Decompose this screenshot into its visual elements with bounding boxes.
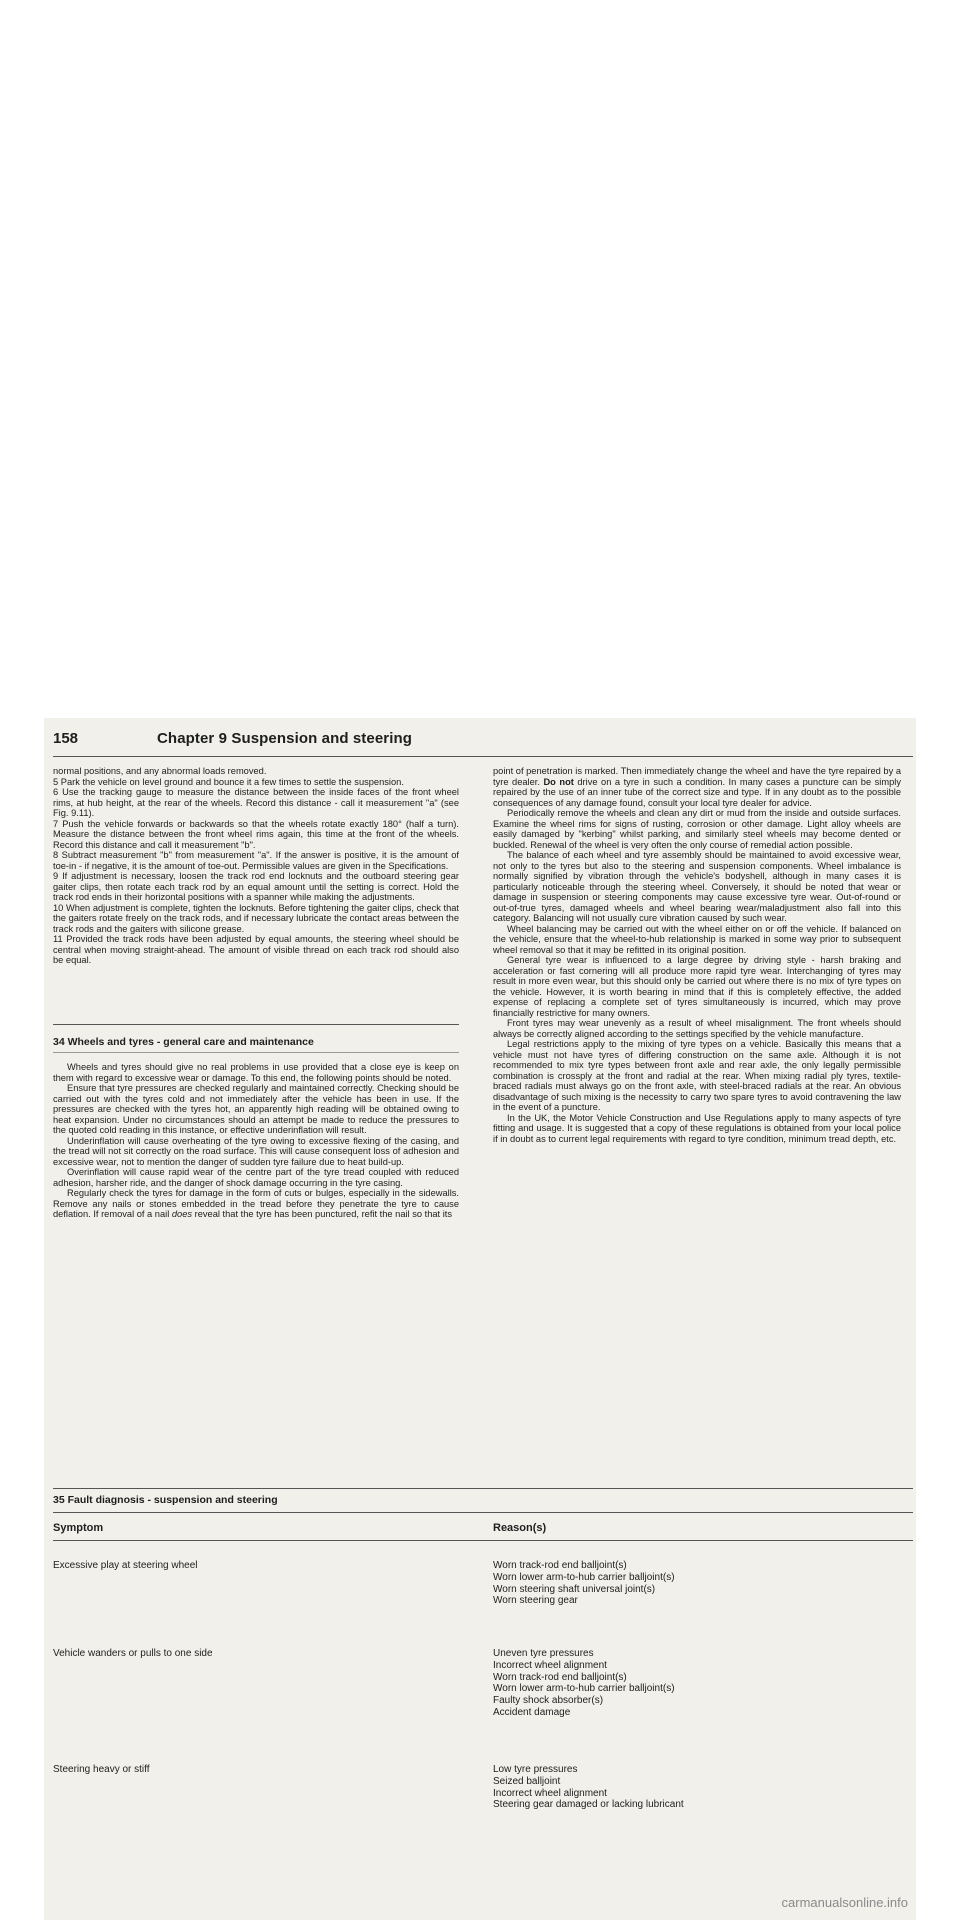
reason-item: Low tyre pressures bbox=[493, 1764, 578, 1775]
paragraph: 11 Provided the track rods have been adjusted by equal amounts, the steering wheel should be central when moving straight-ahead. The amount of visible thread on each track rod should also be equal. bbox=[53, 934, 459, 965]
table-row-symptom: Excessive play at steering wheel bbox=[53, 1560, 198, 1571]
reason-item: Worn steering shaft universal joint(s) bbox=[493, 1583, 656, 1595]
paragraph: Underinflation will cause overheating of the tyre owing to excessive flexing of the casing, and the tread will not sit correctly on the road surface. This will cause consequent loss of adhesion and excessive wear, not to mention the danger of sudden tyre failure due to heat build-up. bbox=[53, 1135, 459, 1167]
paragraph: Wheels and tyres should give no real problems in use provided that a close eye is keep on them with regard to excessive wear or damage. To this end, the following points should be noted. bbox=[53, 1062, 459, 1083]
table-row-reasons bbox=[493, 1648, 675, 1719]
reason-item: Incorrect wheel alignment bbox=[493, 1787, 607, 1799]
reason-item: Steering gear damaged or lacking lubricant bbox=[493, 1799, 684, 1811]
reason-column-header: Reason(s) bbox=[493, 1522, 547, 1534]
paragraph: 10 When adjustment is complete, tighten the locknuts. Before tightening the gaiter clips, check that the gaiters rotate freely on the track rods, and if necessary lubricate the contact areas between the track rods and the gaiters with silicone grease. bbox=[53, 902, 459, 934]
paragraph: 8 Subtract measurement "b" from measurement "a". If the answer is positive, it is the amount of toe-in - if negative, it is the amount of toe-out. Permissible values are given in the Specifications. bbox=[53, 850, 459, 871]
paragraph: Ensure that tyre pressures are checked regularly and maintained correctly. Checking should be carried out with the tyres cold and not immediately after the vehicle has been in use. If the pressures are checked with the tyres hot, an apparently high reading will be obtained owing to heat expansion. Under no circumstances should an attempt be made to reduce the pressures to the quoted cold reading in this instance, or effective underinflation will result. bbox=[53, 1083, 459, 1135]
paragraph: normal positions, and any abnormal loads removed. bbox=[53, 766, 267, 776]
section-rule bbox=[53, 1052, 459, 1053]
reason-item: Worn track-rod end balljoint(s) bbox=[493, 1560, 627, 1571]
paragraph: The balance of each wheel and tyre assembly should be maintained to avoid excessive wear, not only to the tyres but also to the steering and suspension components. Wheel imbalance is normally signified by vibration through the vehicle's bodyshell, although in many cases it is particularly noticeable through the steering wheel. Conversely, it should be noted that wear or damage in suspension or steering components may cause excessive tyre wear. Out-of-round or out-of-true tyres, damaged wheels and wheel bearing wear/maladjustment also fall into this category. Balancing will not usually cure vibration caused by such wear. bbox=[493, 850, 901, 923]
emphasis-do-not: Do not bbox=[543, 776, 574, 787]
table-row-symptom: Vehicle wanders or pulls to one side bbox=[53, 1648, 213, 1659]
reason-item: Seized balljoint bbox=[493, 1775, 561, 1787]
paragraph: General tyre wear is influenced to a large degree by driving style - harsh braking and acceleration or fast cornering will all produce more rapid tyre wear. Interchanging of tyres may result in more even wear, but this should only be carried out where there is no mix of tyre types on the vehicle. However, it is worth bearing in mind that if this is completely effective, the added expense of replacing a complete set of tyres simultaneously is incurred, which may prove financially restrictive for many owners. bbox=[493, 955, 901, 1018]
section-rule bbox=[53, 1488, 913, 1489]
section-35-title: 35 Fault diagnosis - suspension and steering bbox=[53, 1494, 278, 1506]
table-header-rule bbox=[53, 1540, 913, 1541]
section-rule bbox=[53, 1512, 913, 1513]
paragraph: Periodically remove the wheels and clean any dirt or mud from the inside and outside surfaces. Examine the wheel rims for signs of rusting, corrosion or other damage. Light alloy wheels are easily damaged by "kerbing" whilst parking, and similarly steel wheels may become dented or buckled. Renewal of the wheel is very often the only course of remedial action possible. bbox=[493, 808, 901, 850]
reason-item: Worn lower arm-to-hub carrier balljoint(s) bbox=[493, 1571, 675, 1583]
paragraph: 9 If adjustment is necessary, loosen the track rod end locknuts and the outboard steering gear gaiter clips, then rotate each track rod by an equal amount until the setting is correct. Hold the track rod ends in their horizontal positions with a spanner while making the adjustments. bbox=[53, 871, 459, 902]
paragraph: 5 Park the vehicle on level ground and bounce it a few times to settle the suspension. bbox=[53, 776, 404, 787]
reason-item: Worn lower arm-to-hub carrier balljoint(s) bbox=[493, 1683, 675, 1695]
reason-item: Worn steering gear bbox=[493, 1595, 578, 1607]
chapter-title: Chapter 9 Suspension and steering bbox=[157, 730, 413, 747]
table-row-reasons bbox=[493, 1764, 684, 1811]
symptom-column-header: Symptom bbox=[53, 1522, 104, 1534]
section-rule bbox=[53, 1024, 459, 1025]
page-number: 158 bbox=[53, 730, 79, 747]
section-34-body bbox=[53, 1062, 459, 1220]
emphasis-does: does bbox=[171, 1209, 193, 1219]
reason-item: Worn track-rod end balljoint(s) bbox=[493, 1671, 627, 1683]
paragraph: Wheel balancing may be carried out with the wheel either on or off the vehicle. If balanced on the vehicle, ensure that the wheel-to-hub relationship is marked in some way prior to subsequent wheel removal so that it may be refitted in its original position. bbox=[493, 923, 901, 955]
paragraph: Front tyres may wear unevenly as a result of wheel misalignment. The front wheels should always be correctly aligned according to the settings specified by the vehicle manufacture. bbox=[493, 1018, 901, 1039]
header-rule bbox=[53, 756, 913, 757]
reason-item: Accident damage bbox=[493, 1706, 571, 1718]
paragraph: In the UK, the Motor Vehicle Construction and Use Regulations apply to many aspects of tyre fitting and usage. It is suggested that a copy of these regulations is obtained from your local police if in doubt as to current legal requirements with regard to tyre condition, minimum tread depth, etc. bbox=[493, 1112, 901, 1144]
paragraph: 6 Use the tracking gauge to measure the distance between the inside faces of the front wheel rims, at hub height, at the rear of the wheels. Record this distance - call it measurement "a" (see Fig. 9.11). bbox=[53, 787, 459, 818]
watermark: carmanualsonline.info bbox=[781, 1895, 908, 1910]
reason-item: Incorrect wheel alignment bbox=[493, 1659, 607, 1671]
table-row-symptom: Steering heavy or stiff bbox=[53, 1764, 150, 1775]
section-34-title: 34 Wheels and tyres - general care and maintenance bbox=[53, 1036, 314, 1048]
reason-item: Faulty shock absorber(s) bbox=[493, 1695, 604, 1707]
page-header bbox=[53, 730, 913, 754]
paragraph: Legal restrictions apply to the mixing of tyre types on a vehicle. Basically this means that a vehicle must not have tyres of differing construction on the same axle. Although it is not recommended to mix tyre types between front axle and rear axle, the only legally permissible combination is crossply at the front and radial at the rear. When mixing radial ply tyres, textile-braced radials must always go on the front axle, with steel-braced radials at the rear. An obvious disadvantage of such mixing is the necessity to carry two spare tyres to avoid contravening the law in the event of a puncture. bbox=[493, 1039, 901, 1112]
left-column-top bbox=[53, 766, 459, 966]
paragraph: point of penetration is marked. Then immediately change the wheel and have the tyre repaired by a tyre dealer. Do not drive on a tyre in such a condition. In many cases a puncture can be simply repaired by the use of an inner tube of the correct size and type. If in any doubt as to the possible consequences of any damage found, consult your local tyre dealer for advice. bbox=[493, 766, 901, 808]
paragraph: 7 Push the vehicle forwards or backwards so that the wheels rotate exactly 180° (half a turn). Measure the distance between the front wheel rims again, this time at the front of the wheels. Record this distance and call it measurement "b". bbox=[53, 818, 459, 850]
paragraph: Overinflation will cause rapid wear of the centre part of the tyre tread coupled with reduced adhesion, harsher ride, and the danger of shock damage occurring in the tyre casing. bbox=[53, 1167, 459, 1188]
paragraph: Regularly check the tyres for damage in the form of cuts or bulges, especially in the sidewalls. Remove any nails or stones embedded in the tread before they penetrate the tyre to cause deflation. If removal of a nail does reveal that the tyre has been punctured, refit the nail so that its bbox=[53, 1188, 459, 1219]
manual-page bbox=[44, 718, 916, 1920]
table-row-reasons bbox=[493, 1560, 675, 1607]
right-column bbox=[493, 766, 901, 1144]
reason-item: Uneven tyre pressures bbox=[493, 1648, 594, 1659]
